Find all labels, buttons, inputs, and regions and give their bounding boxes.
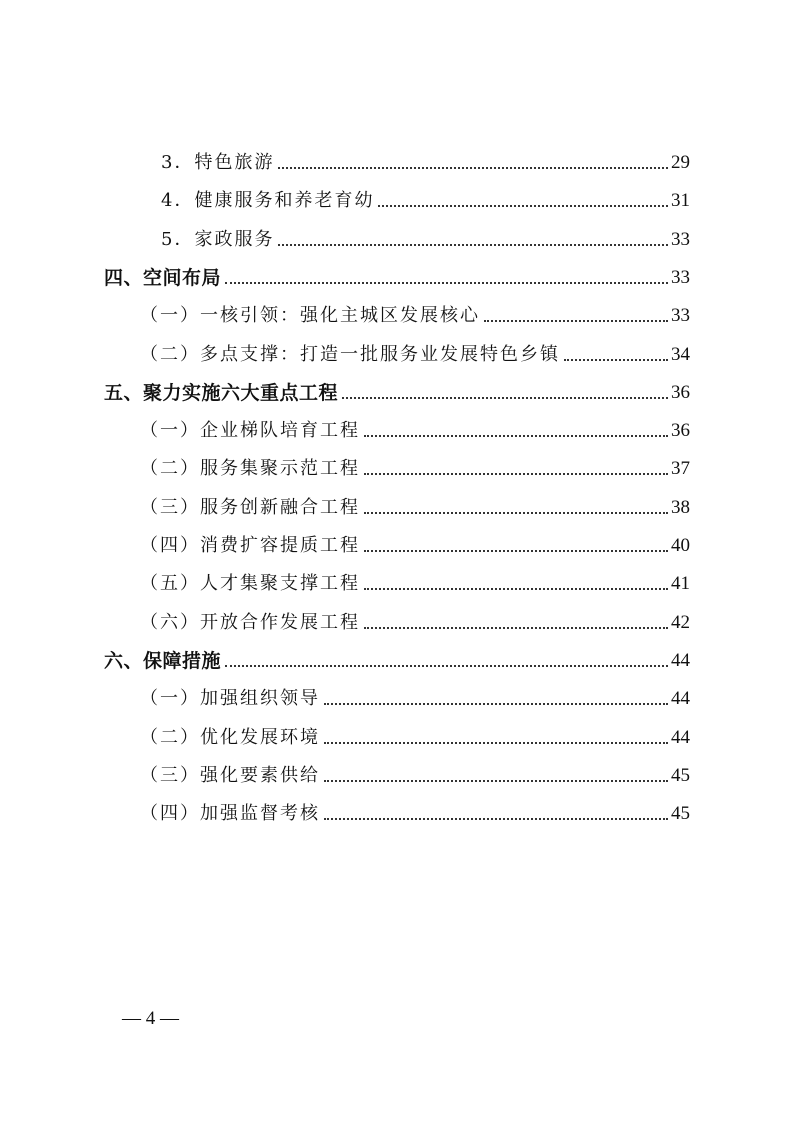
toc-leader-dots	[324, 742, 668, 744]
toc-leader-dots	[564, 359, 668, 361]
toc-entry-title: （三）强化要素供给	[140, 764, 320, 786]
toc-entry-title: 5．家政服务	[161, 228, 275, 250]
toc-entry	[140, 721, 690, 751]
toc-entry	[140, 452, 690, 482]
toc-entry-page: 33	[671, 228, 690, 250]
toc-leader-dots	[484, 320, 668, 322]
page-number: — 4 —	[122, 1008, 179, 1029]
toc-leader-dots	[378, 205, 668, 207]
toc-leader-dots	[364, 512, 668, 514]
toc-entry-title: 四、空间布局	[104, 266, 222, 289]
toc-entry-page: 33	[671, 266, 690, 288]
toc-entry-title: 4．健康服务和养老育幼	[161, 190, 375, 212]
toc-leader-dots	[225, 282, 668, 284]
toc-leader-dots	[364, 435, 668, 437]
toc-entry-page: 29	[671, 152, 690, 173]
toc-entry-title: （四）加强监督考核	[140, 803, 320, 825]
toc-entry-title: （六）开放合作发展工程	[140, 611, 360, 633]
toc-entry-page: 40	[671, 535, 690, 556]
toc-entry-title: （一）加强组织领导	[140, 688, 320, 710]
toc-leader-dots	[364, 550, 668, 552]
toc-entry	[140, 567, 690, 597]
toc-entry-page: 45	[671, 803, 690, 825]
toc-leader-dots	[225, 665, 668, 667]
toc-entry-title: 六、保障措施	[104, 649, 222, 672]
toc-entry	[140, 338, 690, 368]
toc-entry-page: 44	[671, 688, 690, 710]
toc-leader-dots	[324, 703, 668, 705]
toc-leader-dots	[324, 780, 668, 782]
toc-leader-dots	[364, 627, 668, 629]
toc-entry	[140, 491, 690, 521]
toc-entry-page: 44	[671, 649, 690, 671]
toc-entry	[140, 682, 690, 712]
toc-entry	[140, 299, 690, 329]
toc-entry-title: 五、聚力实施六大重点工程	[104, 381, 339, 404]
toc-entry-page: 42	[671, 611, 690, 633]
toc-entry-page: 36	[671, 420, 690, 442]
toc-entry-page: 31	[671, 190, 690, 212]
toc-entry-page: 36	[671, 381, 690, 403]
toc-entry	[161, 184, 690, 214]
toc-leader-dots	[342, 397, 668, 399]
toc-entry	[104, 644, 690, 674]
toc-leader-dots	[324, 818, 668, 820]
toc-entry-title: （二）服务集聚示范工程	[140, 458, 360, 480]
toc-entry-page: 44	[671, 726, 690, 748]
toc-entry-title: 3．特色旅游	[161, 152, 275, 173]
toc-entry-title: （五）人才集聚支撑工程	[140, 573, 360, 595]
toc-entry-title: （二）优化发展环境	[140, 726, 320, 748]
toc-entry	[104, 261, 690, 291]
toc-entry-page: 41	[671, 573, 690, 595]
toc-entry	[140, 759, 690, 789]
toc-leader-dots	[278, 244, 668, 246]
toc-entry-page: 45	[671, 764, 690, 786]
toc-entry	[161, 223, 690, 253]
toc-entry-title: （三）服务创新融合工程	[140, 496, 360, 518]
toc-entry	[140, 797, 690, 827]
toc-entry-page: 34	[671, 343, 690, 365]
toc-leader-dots	[364, 473, 668, 475]
toc-entry-page: 33	[671, 305, 690, 327]
toc-entry	[140, 606, 690, 636]
toc-entry-title: （二）多点支撑：打造一批服务业发展特色乡镇	[140, 343, 560, 365]
toc-entry	[140, 529, 690, 559]
toc-entry	[161, 146, 690, 176]
toc-entry	[140, 414, 690, 444]
toc-entry-page: 38	[671, 496, 690, 518]
toc-entry-title: （一）一核引领：强化主城区发展核心	[140, 305, 480, 327]
toc-leader-dots	[278, 167, 668, 169]
toc-entry-page: 37	[671, 458, 690, 480]
toc-entry-title: （一）企业梯队培育工程	[140, 420, 360, 442]
toc-entry-title: （四）消费扩容提质工程	[140, 535, 360, 556]
toc-leader-dots	[364, 588, 668, 590]
toc-entry	[104, 376, 690, 406]
